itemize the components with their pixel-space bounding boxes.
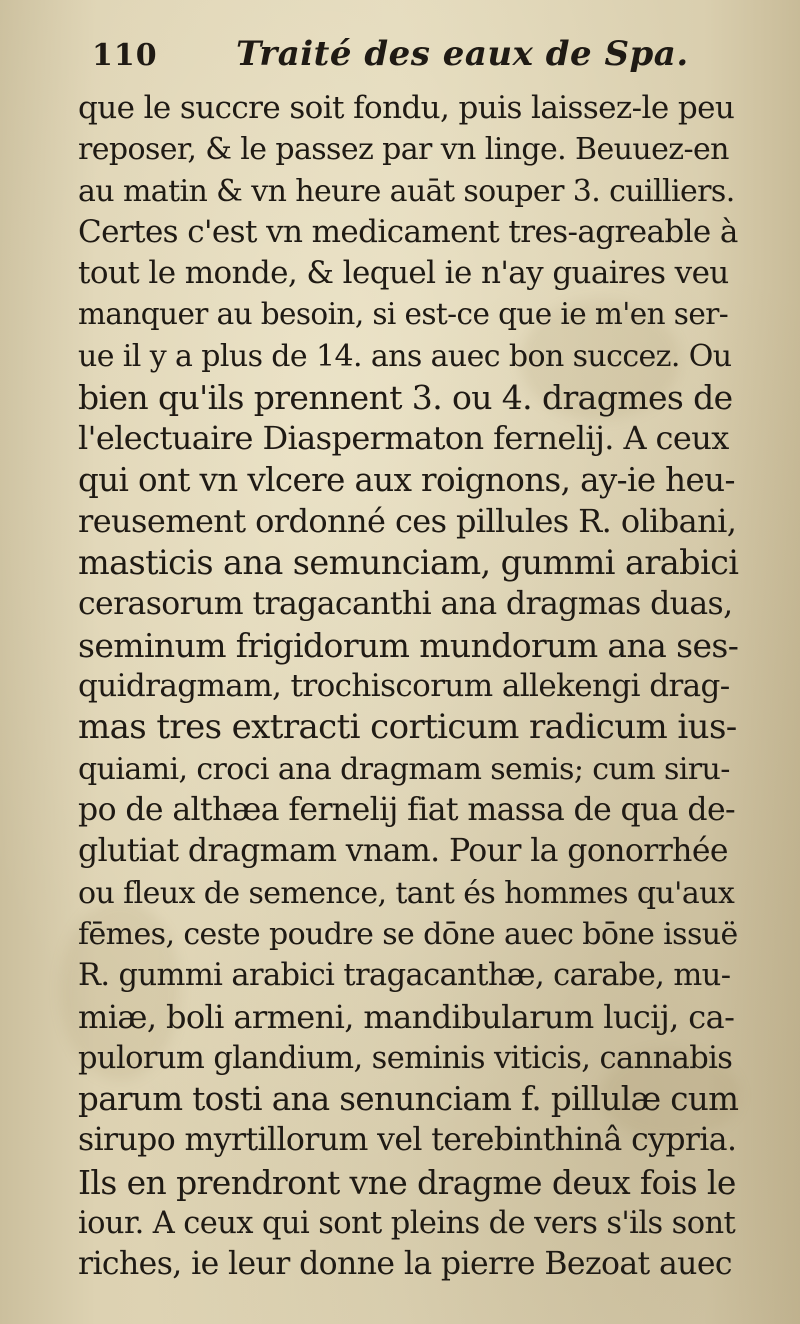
text-line: Ils en prendront vne dragme deux fois le <box>78 1162 736 1202</box>
text-line: masticis ana semunciam, gummi arabici <box>78 543 739 583</box>
text-line: iour. A ceux qui sont pleins de vers s'ils sont <box>78 1206 736 1242</box>
text-line: bien qu'ils prennent 3. ou 4. dragmes de <box>78 378 733 418</box>
text-line: reusement ordonné ces pillules R. olibani, <box>78 501 737 540</box>
text-line: ou fleux de semence, tant és hommes qu'aux <box>78 875 735 911</box>
text-line: que le succre soit fondu, puis laissez-le peu <box>78 90 735 126</box>
text-line: riches, ie leur donne la pierre Bezoat auec <box>78 1246 732 1283</box>
text-line: Certes c'est vn medicament tres-agreable à <box>78 213 738 250</box>
text-line: fēmes, ceste poudre se dōne auec bōne issuë <box>78 916 738 952</box>
running-title: Traité des eaux de Spa. <box>236 34 689 74</box>
text-line: sirupo myrtillorum vel terebinthinâ cypria. <box>78 1122 737 1159</box>
text-line: qui ont vn vlcere aux roignons, ay-ie heu- <box>78 460 735 499</box>
text-line: reposer, & le passez par vn linge. Beuuez-en <box>78 132 729 168</box>
page-header <box>88 24 728 76</box>
page-number: 110 <box>92 38 158 73</box>
body-text <box>78 88 738 1286</box>
text-line: manquer au besoin, si est-ce que ie m'en ser- <box>78 297 729 332</box>
text-line: po de althæa fernelij fiat massa de qua de- <box>78 792 736 829</box>
text-line: mas tres extracti corticum radicum ius- <box>78 707 737 748</box>
text-line: au matin & vn heure auāt souper 3. cuilliers. <box>78 173 735 209</box>
text-line: miæ, boli armeni, mandibularum lucij, ca- <box>78 997 735 1036</box>
text-line: tout le monde, & lequel ie n'ay guaires veu <box>78 255 729 292</box>
text-line: glutiat dragmam vnam. Pour la gonorrhée <box>78 833 728 870</box>
text-line: quiami, croci ana dragmam semis; cum siru- <box>78 751 730 787</box>
text-line: cerasorum tragacanthi ana dragmas duas, <box>78 585 733 622</box>
text-line: seminum frigidorum mundorum ana ses- <box>78 625 739 665</box>
text-line: parum tosti ana senunciam f. pillulæ cum <box>78 1080 739 1119</box>
text-line: pulorum glandium, seminis viticis, cannabis <box>78 1040 733 1076</box>
text-line: R. gummi arabici tragacanthæ, carabe, mu- <box>78 958 731 994</box>
text-line: ue il y a plus de 14. ans auec bon succez. Ou <box>78 338 732 374</box>
text-line: l'electuaire Diaspermaton fernelij. A ceux <box>78 419 729 458</box>
text-line: quidragmam, trochiscorum allekengi drag- <box>78 668 730 705</box>
